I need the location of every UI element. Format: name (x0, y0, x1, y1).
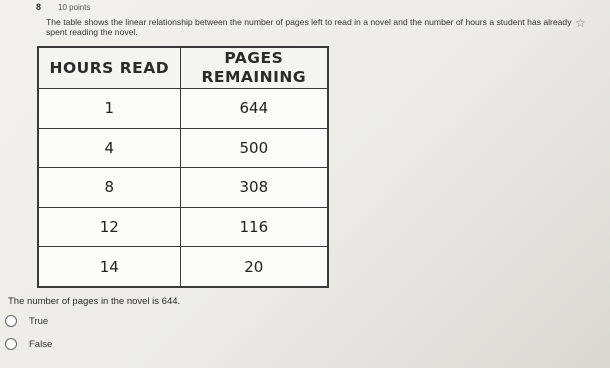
radio-button-true[interactable] (5, 315, 17, 327)
question-prompt: The table shows the linear relationship between the number of pages left to read in a novel and the number of hours a student has already spent reading the novel. (46, 17, 572, 37)
header-hours-read: HOURS READ (39, 48, 181, 89)
option-true-label: True (29, 315, 49, 327)
question-points: 10 points (58, 3, 91, 12)
hours-cell: 8 (39, 168, 181, 208)
radio-button-false[interactable] (5, 338, 17, 350)
table-row (39, 168, 328, 208)
option-false-label: False (29, 338, 53, 350)
pages-cell: 116 (180, 207, 327, 247)
hours-cell: 12 (39, 207, 181, 247)
pages-cell: 20 (180, 247, 327, 287)
bookmark-star-icon[interactable]: ☆ (575, 16, 586, 30)
hours-cell: 4 (39, 128, 181, 168)
table-row (39, 128, 328, 168)
header-pages-remaining: PAGES REMAINING (180, 48, 327, 89)
data-table (37, 46, 329, 288)
option-true[interactable] (5, 315, 48, 327)
table-row (39, 89, 328, 129)
hours-cell: 1 (39, 89, 181, 129)
table-row (39, 247, 328, 287)
pages-cell: 644 (180, 89, 327, 129)
question-number: 8 (36, 2, 42, 12)
table-row (39, 207, 328, 247)
question-statement: The number of pages in the novel is 644. (8, 296, 181, 307)
pages-cell: 500 (180, 128, 327, 168)
hours-cell: 14 (39, 247, 181, 287)
option-false[interactable] (5, 338, 52, 350)
table-header-row (39, 48, 328, 89)
pages-cell: 308 (180, 168, 327, 208)
